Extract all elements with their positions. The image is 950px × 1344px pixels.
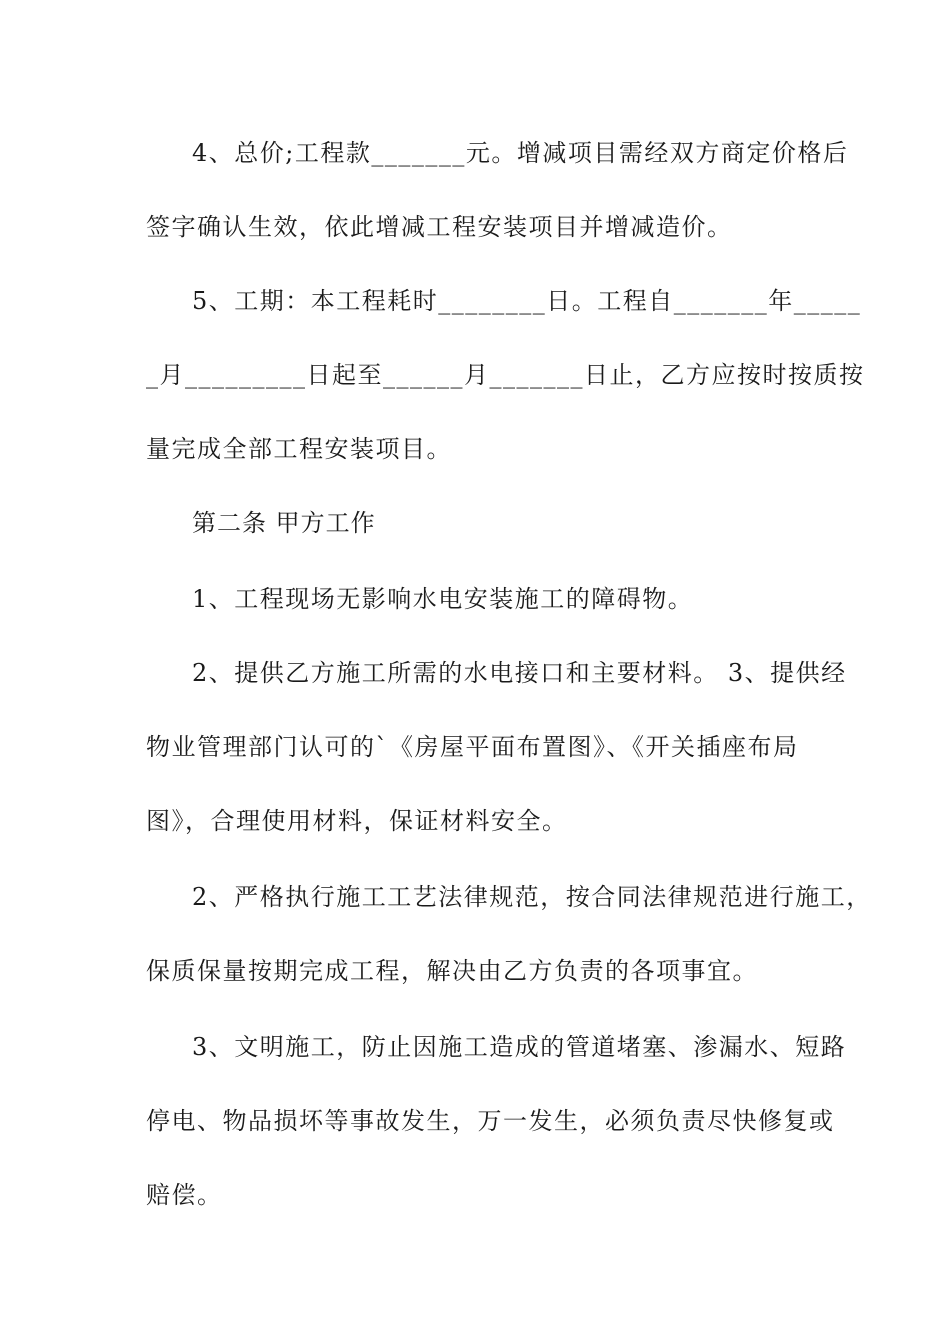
clause-5-duration-line-2: _月_________日起至______月_______日止，乙方应按时按质按 [146, 361, 865, 389]
clause-4-total-price-line-2: 签字确认生效，依此增减工程安装项目并增减造价。 [146, 213, 733, 241]
item-3-civilized-line-3: 赔偿。 [146, 1181, 223, 1209]
item-2-construction-line-2: 保质保量按期完成工程，解决由乙方负责的各项事宜。 [146, 957, 758, 985]
party-a-item-2-line-1: 2、提供乙方施工所需的水电接口和主要材料。 3、提供经 [192, 659, 847, 687]
item-3-civilized-line-2: 停电、物品损坏等事故发生，万一发生，必须负责尽快修复或 [146, 1107, 835, 1135]
party-a-item-1: 1、工程现场无影响水电安装施工的障碍物。 [192, 585, 694, 613]
clause-4-total-price-line-1: 4、总价;工程款_______元。增减项目需经双方商定价格后 [192, 139, 849, 167]
article-2-heading: 第二条 甲方工作 [192, 509, 376, 537]
clause-5-duration-line-1: 5、工期：本工程耗时________日。工程自_______年_____ [192, 287, 862, 315]
party-a-item-2-line-3: 图》，合理使用材料，保证材料安全。 [146, 807, 568, 835]
party-a-item-2-line-2: 物业管理部门认可的`《房屋平面布置图》、《开关插座布局 [146, 733, 799, 761]
item-2-construction-line-1: 2、严格执行施工工艺法律规范，按合同法律规范进行施工， [192, 883, 872, 911]
clause-5-duration-line-3: 量完成全部工程安装项目。 [146, 435, 452, 463]
item-3-civilized-line-1: 3、文明施工，防止因施工造成的管道堵塞、渗漏水、短路 [192, 1033, 847, 1061]
